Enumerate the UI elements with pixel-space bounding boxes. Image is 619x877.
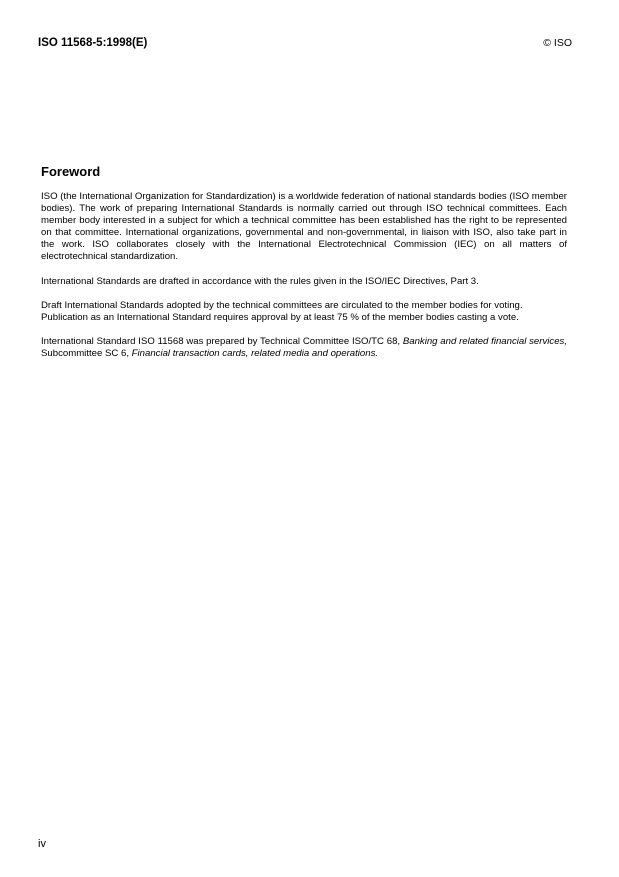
foreword-paragraph-2: International Standards are drafted in accordance with the rules given in the ISO/IEC Directives, Part 3. <box>41 275 479 287</box>
foreword-paragraph-4 <box>41 336 567 360</box>
foreword-paragraph-3: Draft International Standards adopted by the technical committees are circulated to the member bodies for voting. Publication as an International Standard requires approval by at least 75 % of the member bodies casting a vote. <box>41 299 523 323</box>
copyright-notice: © ISO <box>543 37 572 49</box>
paragraph-4-text-2: Subcommittee SC 6, <box>41 347 132 359</box>
committee-title: Banking and related financial services, <box>402 335 567 347</box>
page-number: iv <box>38 838 46 850</box>
foreword-body <box>41 191 567 372</box>
section-title: Foreword <box>41 164 101 179</box>
foreword-paragraph-1: ISO (the International Organization for Standardization) is a worldwide federation of national standards bodies (ISO member bodies). The work of preparing International Standards is normally carried out through ISO technical committees. Each member body interested in a subject for which a technical committee has been established has the right to be represented on that committee. International organizations, governmental and non-governmental, in liaison with ISO, also take part in the work. ISO collaborates closely with the International Electrotechnical Commission (IEC) on all matters of electrotechnical standardization. <box>41 191 567 263</box>
document-standard-id: ISO 11568-5:1998(E) <box>38 37 148 49</box>
subcommittee-title: Financial transaction cards, related media and operations. <box>131 347 379 359</box>
paragraph-4-text-1: International Standard ISO 11568 was prepared by Technical Committee ISO/TC 68, <box>41 335 403 347</box>
